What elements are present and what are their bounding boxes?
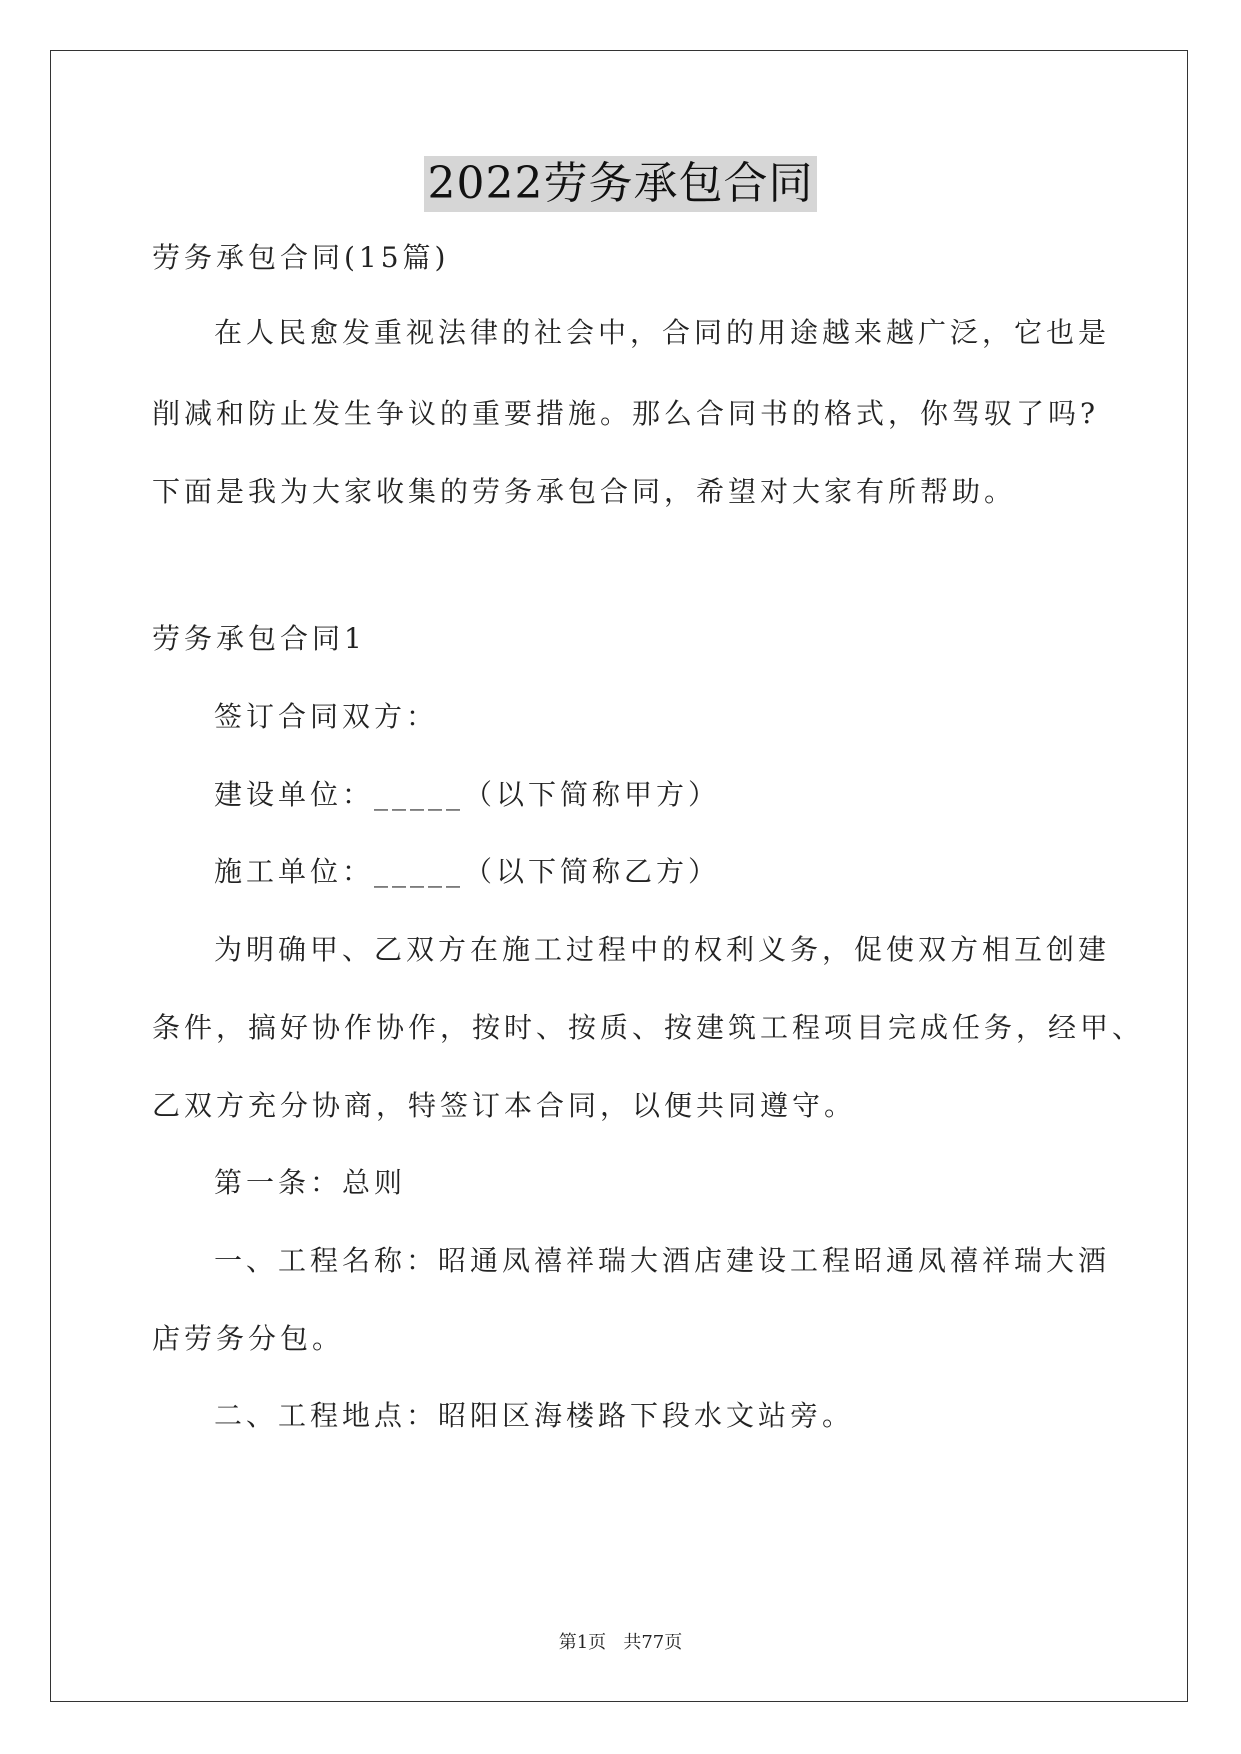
intro-paragraph-line-1: 在人民愈发重视法律的社会中，合同的用途越来越广泛，它也是 (214, 316, 1111, 349)
intro-paragraph-line-3: 下面是我为大家收集的劳务承包合同，希望对大家有所帮助。 (152, 475, 1017, 508)
purpose-paragraph-line-1: 为明确甲、乙双方在施工过程中的权利义务，促使双方相互创建 (214, 933, 1111, 966)
party-b-line: 施工单位：_____（以下简称乙方） (214, 855, 721, 888)
purpose-paragraph-line-3: 乙双方充分协商，特签订本合同，以便共同遵守。 (152, 1089, 857, 1122)
party-a-line: 建设单位：_____（以下简称甲方） (214, 778, 721, 811)
project-name-line-1: 一、工程名称：昭通凤禧祥瑞大酒店建设工程昭通凤禧祥瑞大酒 (214, 1244, 1111, 1277)
article-1-heading: 第一条：总则 (214, 1166, 407, 1199)
title-container (0, 156, 1241, 212)
signing-parties-label: 签订合同双方： (214, 700, 439, 733)
project-location-line: 二、工程地点：昭阳区海楼路下段水文站旁。 (214, 1399, 855, 1432)
contract-1-heading: 劳务承包合同1 (152, 622, 366, 655)
intro-paragraph-line-2: 削减和防止发生争议的重要措施。那么合同书的格式，你驾驭了吗? (152, 397, 1100, 430)
page-number-footer: 第1页 共77页 (558, 1632, 683, 1653)
purpose-paragraph-line-2: 条件，搞好协作协作，按时、按质、按建筑工程项目完成任务，经甲、 (152, 1011, 1145, 1044)
contract-collection-heading: 劳务承包合同(15篇) (152, 241, 450, 274)
document-title: 2022劳务承包合同 (424, 156, 818, 212)
project-name-line-2: 店劳务分包。 (152, 1322, 345, 1355)
